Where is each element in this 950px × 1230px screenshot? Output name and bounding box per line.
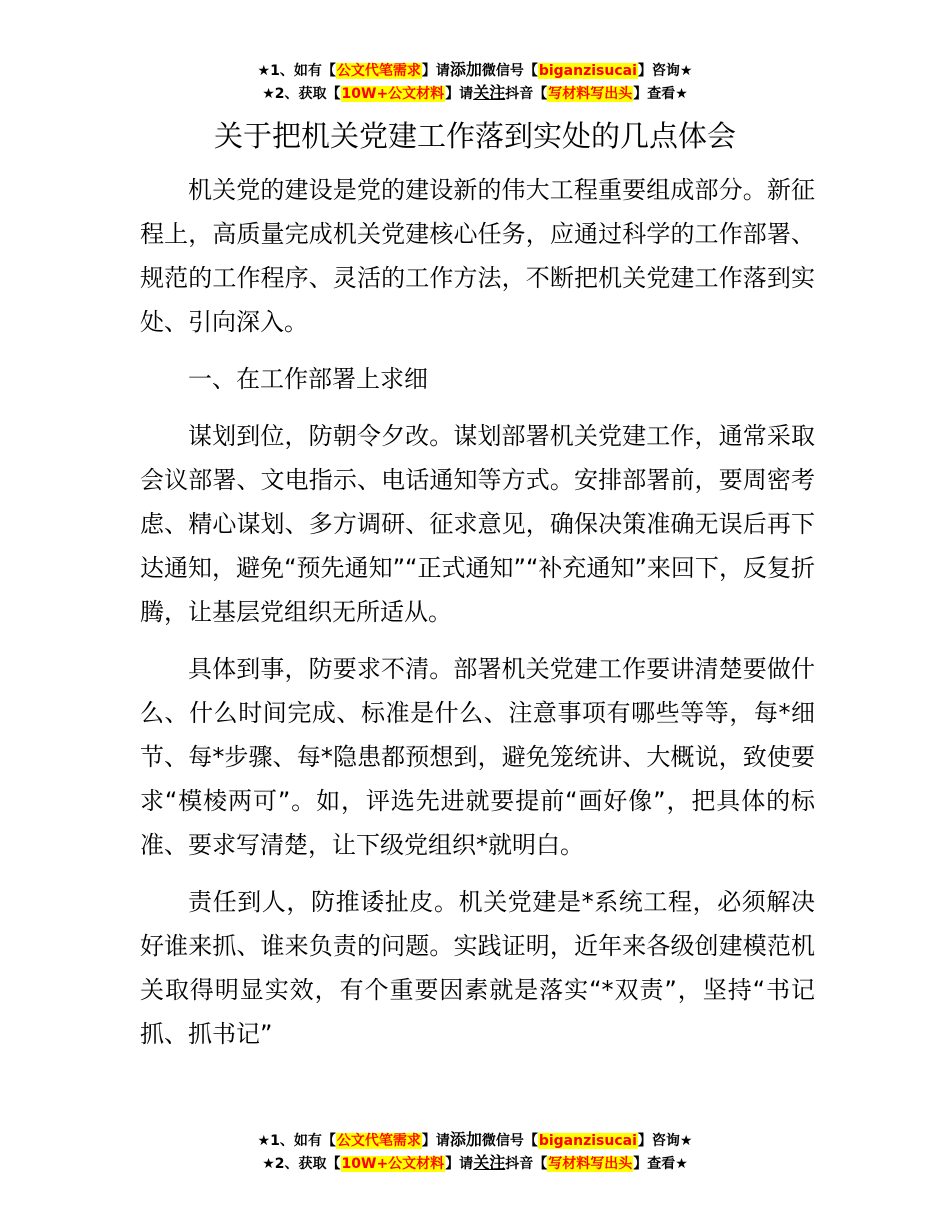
- paragraph-intro: 机关党的建设是党的建设新的伟大工程重要组成部分。新征程上，高质量完成机关党建核心任务，应通过科学的工作部署、规范的工作程序、灵活的工作方法，不断把机关党建工作落到实处、引向深入。: [140, 176, 815, 336]
- paragraph: 责任到人，防推诿扯皮。机关党建是*系统工程，必须解决好谁来抓、谁来负责的问题。实践证明，近年来各级创建模范机关取得明显实效，有个重要因素就是落实“*双责”，坚持“书记抓、抓书记”: [140, 888, 815, 1048]
- highlight-wechat-id: biganzisucai: [538, 1133, 637, 1149]
- promo-line-1: ★1、如有【公文代笔需求】请添加微信号【biganzisucai】咨询★: [257, 1130, 693, 1149]
- highlight-materials: 10W+公文材料: [341, 1156, 445, 1172]
- promo-banner-bottom: [0, 1129, 950, 1175]
- paragraph: 具体到事，防要求不清。部署机关党建工作要讲清楚要做什么、什么时间完成、标准是什么、注意事项有哪些等等，每*细节、每*步骤、每*隐患都预想到，避免笼统讲、大概说，致使要求“模棱两可”。如，评选先进就要提前“画好像”，把具体的标准、要求写清楚，让下级党组织*就明白。: [140, 655, 815, 859]
- highlight-douyin-id: 写材料写出头: [548, 1156, 633, 1172]
- document-body: [140, 168, 815, 1069]
- highlight-wechat-id: biganzisucai: [538, 63, 637, 79]
- promo-line-1: ★1、如有【公文代笔需求】请添加微信号【biganzisucai】咨询★: [257, 60, 693, 79]
- highlight-service: 公文代笔需求: [336, 63, 421, 79]
- promo-banner-top: [0, 59, 950, 105]
- document-title: 关于把机关党建工作落到实处的几点体会: [213, 119, 736, 153]
- highlight-service: 公文代笔需求: [336, 1133, 421, 1149]
- section-heading: 一、在工作部署上求细: [188, 365, 428, 393]
- highlight-douyin-id: 写材料写出头: [548, 86, 633, 102]
- paragraph: 谋划到位，防朝令夕改。谋划部署机关党建工作，通常采取会议部署、文电指示、电话通知等方式。安排部署前，要周密考虑、精心谋划、多方调研、征求意见，确保决策准确无误后再下达通知，避免“预先通知”“正式通知”“补充通知”来回下，反复折腾，让基层党组织无所适从。: [140, 422, 815, 626]
- promo-line-2: ★2、获取【10W+公文材料】请关注抖音【写材料写出头】查看★: [262, 1153, 688, 1172]
- highlight-materials: 10W+公文材料: [341, 86, 445, 102]
- promo-line-2: ★2、获取【10W+公文材料】请关注抖音【写材料写出头】查看★: [262, 83, 688, 102]
